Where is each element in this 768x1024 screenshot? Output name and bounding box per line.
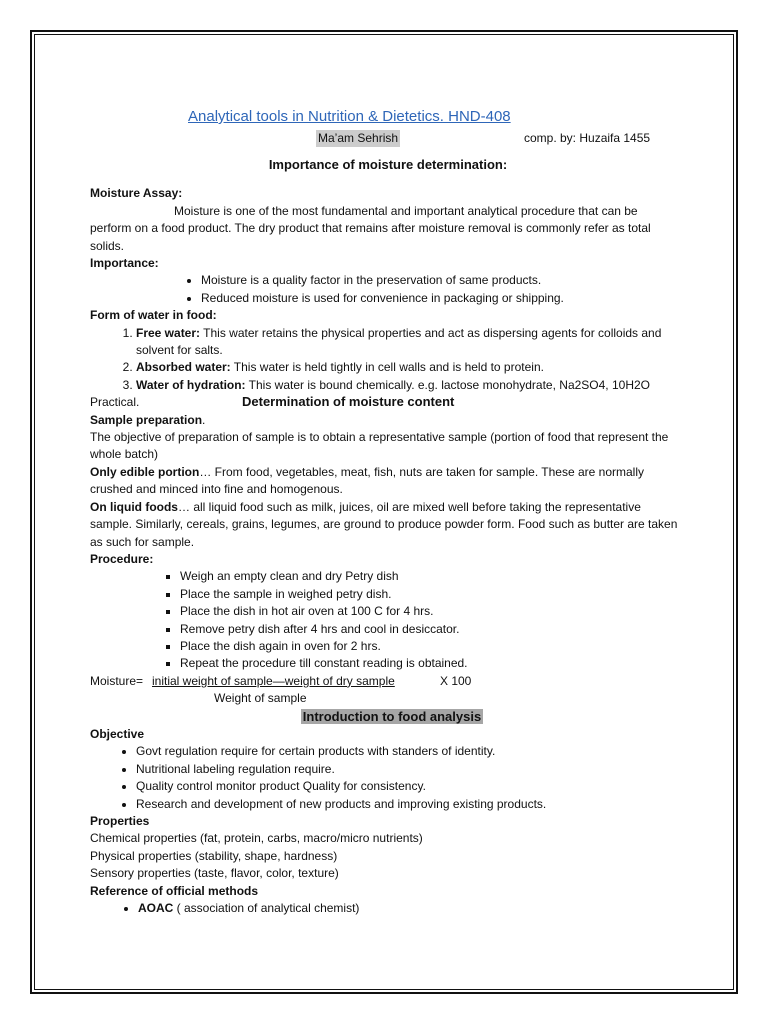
list-item: ▪ Place the sample in weighed petry dish. bbox=[180, 586, 680, 603]
liquid-paragraph bbox=[90, 499, 680, 551]
list-item: • Reduced moisture is used for convenience in packaging or shipping. bbox=[201, 290, 680, 307]
list-item: ▪ Remove petry dish after 4 hrs and cool in desiccator. bbox=[180, 621, 680, 638]
property-line: Chemical properties (fat, protein, carbs, macro/micro nutrients) bbox=[90, 831, 423, 846]
moisture-assay-text: Moisture is one of the most fundamental and important analytical procedure that can be perform on a food product. The dry product that remains after moisture removal is commonly refer as total solids. bbox=[90, 203, 651, 253]
objective-label: Objective bbox=[90, 726, 145, 741]
term: Absorbed water: bbox=[136, 360, 231, 375]
list-item: ▪ Place the dish again in oven for 2 hrs. bbox=[180, 638, 680, 655]
document-title: Analytical tools in Nutrition & Dietetics. HND-408 bbox=[188, 108, 511, 125]
term: Free water: bbox=[136, 325, 201, 340]
term-text: This water is bound chemically. e.g. lactose monohydrate, Na2SO4, 10H2O bbox=[245, 377, 650, 392]
moisture-assay-label: Moisture Assay: bbox=[90, 186, 183, 201]
term: Water of hydration: bbox=[136, 377, 246, 392]
objective-list bbox=[90, 743, 680, 813]
title-line bbox=[90, 108, 680, 130]
list-item: • Research and development of new products and improving existing products. bbox=[136, 796, 680, 813]
compiled-by: comp. by: Huzaifa 1455 bbox=[524, 131, 651, 145]
formula-label: Moisture= bbox=[90, 673, 144, 688]
term-text: ( association of analytical chemist) bbox=[173, 901, 360, 916]
subtitle-line bbox=[90, 130, 680, 148]
edible-text: … From food, vegetables, meat, fish, nuts are taken for sample. These are normally crushed and minced into fine and homogenous. bbox=[90, 464, 644, 497]
sample-prep-label: Sample preparation bbox=[90, 412, 203, 427]
importance-label: Importance: bbox=[90, 256, 159, 271]
intro-heading-line bbox=[90, 708, 680, 726]
list-item: ▪ Repeat the procedure till constant reading is obtained. bbox=[180, 655, 680, 672]
reference-list bbox=[90, 900, 680, 917]
water-forms-label: Form of water in food: bbox=[90, 308, 217, 323]
liquid-label: On liquid foods bbox=[90, 499, 178, 514]
property-line: Sensory properties (taste, flavor, color, texture) bbox=[90, 866, 339, 881]
water-forms-list bbox=[90, 325, 680, 395]
list-item: • Nutritional labeling regulation require. bbox=[136, 761, 680, 778]
formula-numerator: initial weight of sample—weight of dry sample bbox=[152, 673, 395, 688]
edible-label: Only edible portion bbox=[90, 464, 200, 479]
list-item: ▪ Place the dish in hot air oven at 100 C for 4 hrs. bbox=[180, 603, 680, 620]
procedure-label: Procedure: bbox=[90, 551, 154, 566]
reference-label: Reference of official methods bbox=[90, 883, 259, 898]
properties-label: Properties bbox=[90, 813, 150, 828]
formula-line bbox=[90, 673, 680, 690]
list-item bbox=[136, 325, 680, 360]
list-item bbox=[136, 359, 680, 376]
intro-heading: Introduction to food analysis bbox=[302, 708, 482, 724]
list-item: • Moisture is a quality factor in the preservation of same products. bbox=[201, 272, 680, 289]
list-item bbox=[136, 377, 680, 394]
sample-prep-period: . bbox=[202, 412, 206, 427]
importance-list bbox=[90, 272, 680, 307]
list-item bbox=[138, 900, 680, 917]
procedure-list bbox=[90, 568, 680, 672]
formula-denominator: Weight of sample bbox=[214, 691, 307, 706]
term-text: This water retains the physical properties and act as dispersing agents for colloids and solvent for salts. bbox=[136, 325, 662, 358]
property-line: Physical properties (stability, shape, hardness) bbox=[90, 848, 338, 863]
liquid-text: … all liquid food such as milk, juices, oil are mixed well before taking the representative sample. Similarly, cereals, grains, legumes, are ground to produce powder form. Food such as butter are taken as such for sample. bbox=[90, 499, 678, 549]
list-item: ▪ Weigh an empty clean and dry Petry dish bbox=[180, 568, 680, 585]
main-heading: Importance of moisture determination: bbox=[268, 157, 508, 172]
term: AOAC bbox=[138, 901, 174, 916]
teacher-name: Ma’am Sehrish bbox=[316, 130, 400, 147]
practical-line bbox=[90, 394, 680, 411]
formula-multiplier: X 100 bbox=[440, 673, 472, 688]
term-text: This water is held tightly in cell walls and is held to protein. bbox=[230, 360, 544, 375]
formula-denominator-line bbox=[90, 690, 680, 707]
practical-label: Practical. bbox=[90, 395, 140, 410]
sample-prep-text: The objective of preparation of sample is to obtain a representative sample (portion of food that represent the whole batch) bbox=[90, 430, 669, 462]
practical-heading: Determination of moisture content bbox=[242, 394, 455, 410]
list-item: • Quality control monitor product Quality for consistency. bbox=[136, 778, 680, 795]
edible-paragraph bbox=[90, 464, 680, 499]
list-item: • Govt regulation require for certain products with standers of identity. bbox=[136, 743, 680, 760]
document-body bbox=[90, 108, 680, 917]
